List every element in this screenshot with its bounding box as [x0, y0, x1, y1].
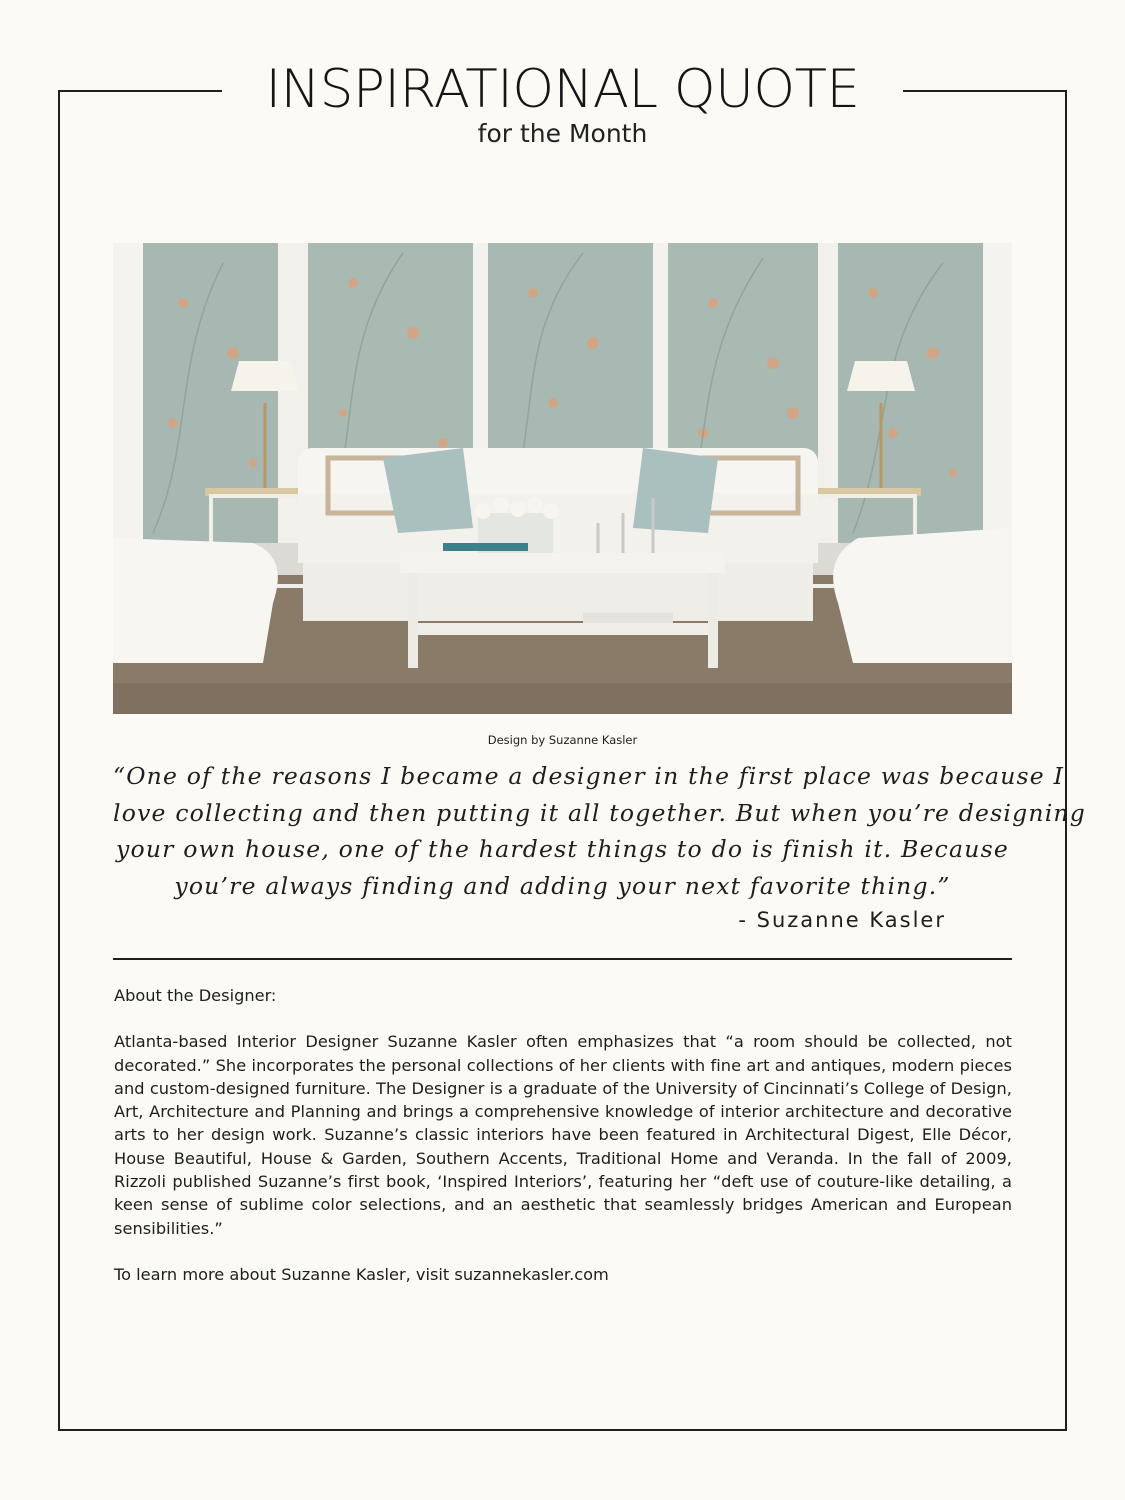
quote-text	[113, 758, 1086, 904]
page-title: INSPIRATIONAL QUOTE	[265, 59, 860, 120]
learn-more-link[interactable]: To learn more about Suzanne Kasler, visit suzannekasler.com	[114, 1264, 609, 1284]
about-heading: About the Designer:	[114, 986, 277, 1005]
quote-line: love collecting and then putting it all together. But when you’re designing	[113, 798, 1086, 827]
quote-line: you’re always finding and adding your next favorite thing.”	[174, 871, 951, 900]
living-room-illustration	[113, 243, 1012, 714]
quote-line: your own house, one of the hardest things to do is finish it. Because	[116, 835, 1009, 863]
living-room-photo	[113, 243, 1012, 714]
quote-attribution: - Suzanne Kasler	[738, 908, 946, 932]
about-body: Atlanta-based Interior Designer Suzanne Kasler often emphasizes that “a room should be collected, not decorated.” She incorporates the personal collections of her clients with fine art and antiques, modern pieces and custom-designed furniture. The Designer is a graduate of the University of Cincinnati’s College of Design, Art, Architecture and Planning and brings a comprehensive knowledge of interior architecture and decorative arts to her design work. Suzanne’s classic interiors have been featured in Architectural Digest, Elle Décor, House Beautiful, House & Garden, Southern Accents, Traditional Home and Veranda. In the fall of 2009, Rizzoli published Suzanne’s first book, ‘Inspired Interiors’, featuring her “deft use of couture-like detailing, a keen sense of sublime color selections, and an aesthetic that seamlessly bridges American and European sensibilities.”	[114, 1032, 1012, 1238]
header	[222, 58, 903, 149]
about-section	[114, 984, 1012, 1286]
photo-caption: Design by Suzanne Kasler	[487, 733, 638, 747]
section-divider	[113, 958, 1012, 960]
quote-line: “One of the reasons I became a designer in the first place was because I	[113, 762, 1065, 790]
page-subtitle: for the Month	[477, 119, 648, 148]
